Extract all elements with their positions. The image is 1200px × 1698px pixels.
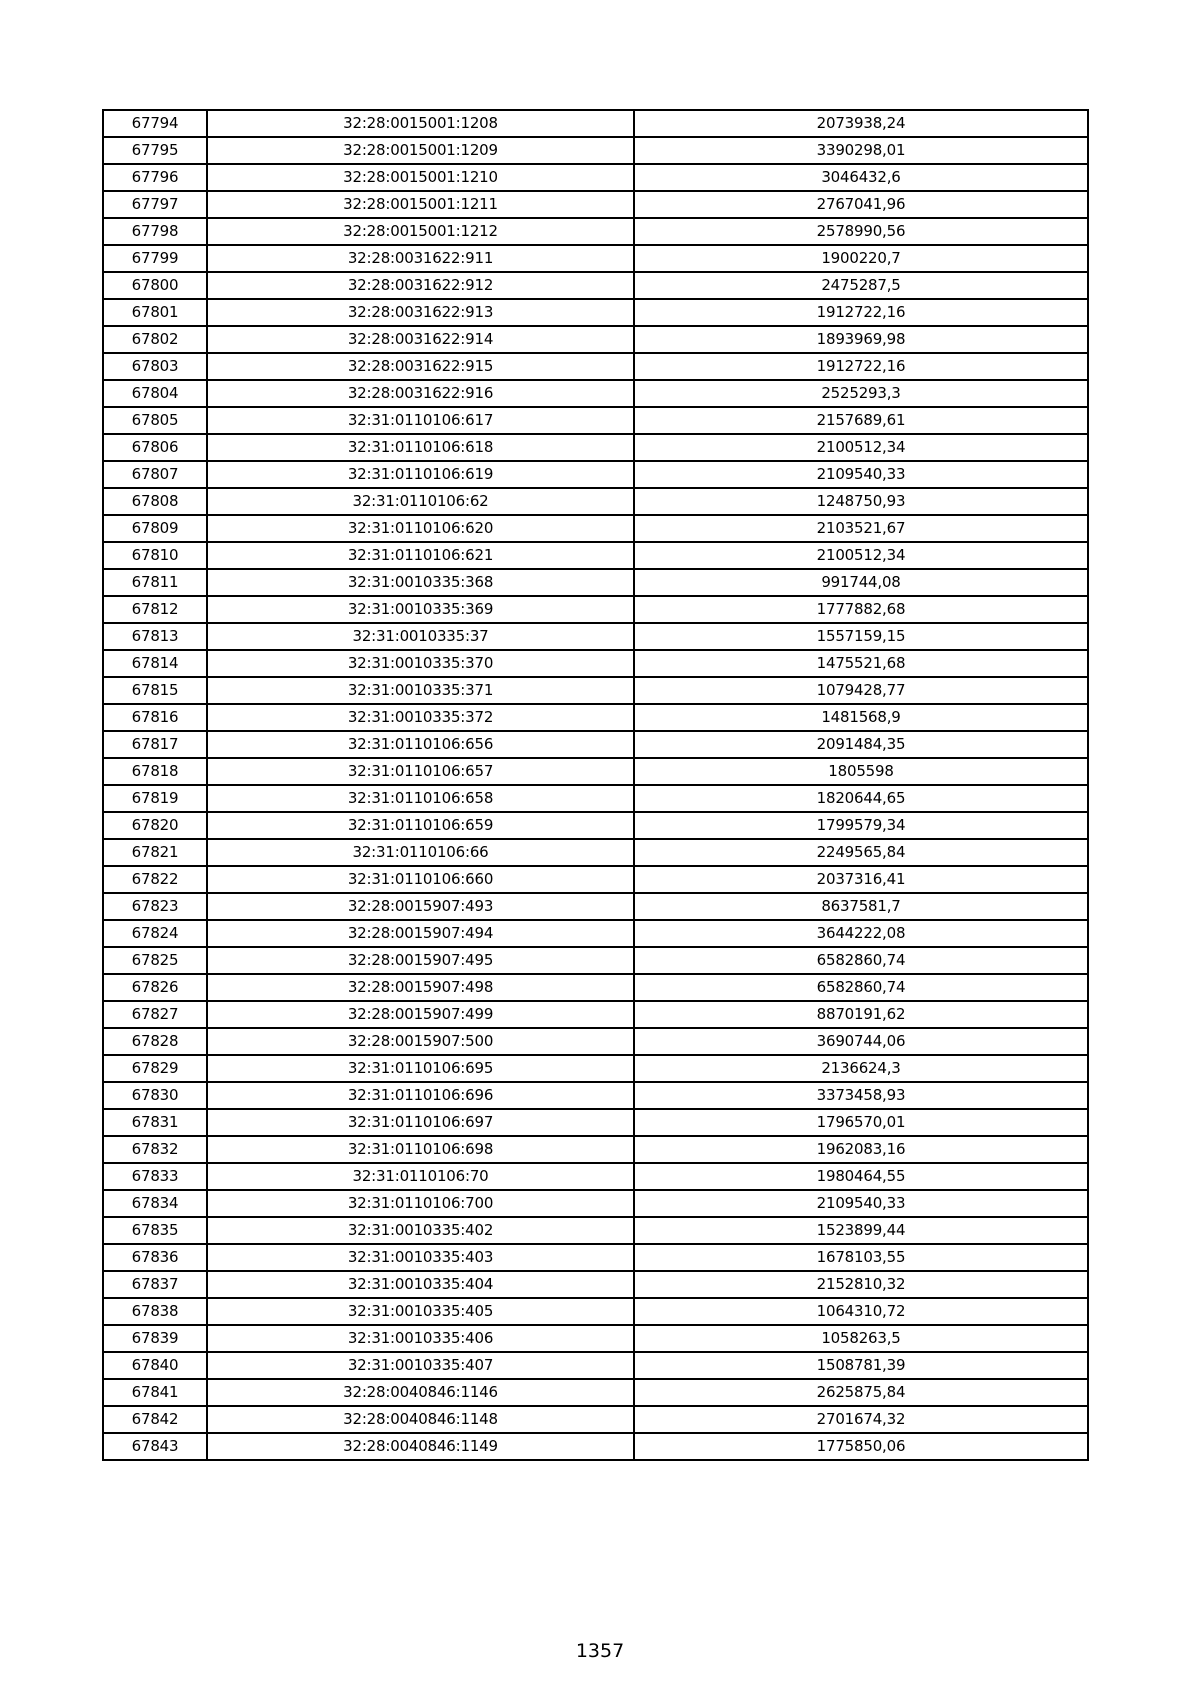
- row-number-cell: 67811: [103, 569, 207, 596]
- table-row: [103, 947, 1088, 974]
- row-number-cell: 67802: [103, 326, 207, 353]
- row-number-cell: 67835: [103, 1217, 207, 1244]
- cadastral-number-cell: 32:31:0010335:403: [207, 1244, 634, 1271]
- table-row: [103, 1271, 1088, 1298]
- cadastral-value-cell: 2249565,84: [634, 839, 1088, 866]
- cadastral-number-cell: 32:31:0010335:404: [207, 1271, 634, 1298]
- row-number-cell: 67843: [103, 1433, 207, 1460]
- cadastral-value-cell: 1962083,16: [634, 1136, 1088, 1163]
- row-number-cell: 67805: [103, 407, 207, 434]
- cadastral-number-cell: 32:28:0031622:913: [207, 299, 634, 326]
- cadastral-value-cell: 1557159,15: [634, 623, 1088, 650]
- cadastral-value-cell: 1058263,5: [634, 1325, 1088, 1352]
- cadastral-number-cell: 32:31:0010335:370: [207, 650, 634, 677]
- table-row: [103, 1136, 1088, 1163]
- row-number-cell: 67810: [103, 542, 207, 569]
- row-number-cell: 67841: [103, 1379, 207, 1406]
- row-number-cell: 67821: [103, 839, 207, 866]
- table-row: [103, 1028, 1088, 1055]
- table-row: [103, 1055, 1088, 1082]
- table-row: [103, 1352, 1088, 1379]
- cadastral-value-cell: 1475521,68: [634, 650, 1088, 677]
- cadastral-number-cell: 32:28:0031622:911: [207, 245, 634, 272]
- table-row: [103, 704, 1088, 731]
- table-row: [103, 1217, 1088, 1244]
- cadastral-number-cell: 32:31:0110106:695: [207, 1055, 634, 1082]
- table-row: [103, 164, 1088, 191]
- cadastral-number-cell: 32:28:0015907:494: [207, 920, 634, 947]
- cadastral-value-cell: 3690744,06: [634, 1028, 1088, 1055]
- row-number-cell: 67833: [103, 1163, 207, 1190]
- table-row: [103, 839, 1088, 866]
- cadastral-number-cell: 32:28:0015907:493: [207, 893, 634, 920]
- cadastral-value-cell: 2037316,41: [634, 866, 1088, 893]
- cadastral-value-cell: 1064310,72: [634, 1298, 1088, 1325]
- cadastral-value-cell: 1912722,16: [634, 353, 1088, 380]
- row-number-cell: 67809: [103, 515, 207, 542]
- cadastral-value-cell: 1805598: [634, 758, 1088, 785]
- table-row: [103, 488, 1088, 515]
- row-number-cell: 67837: [103, 1271, 207, 1298]
- cadastral-number-cell: 32:28:0031622:914: [207, 326, 634, 353]
- table-row: [103, 137, 1088, 164]
- row-number-cell: 67819: [103, 785, 207, 812]
- table-row: [103, 623, 1088, 650]
- cadastral-value-cell: 1820644,65: [634, 785, 1088, 812]
- table-row: [103, 218, 1088, 245]
- table-row: [103, 1190, 1088, 1217]
- row-number-cell: 67794: [103, 110, 207, 137]
- cadastral-value-cell: 2073938,24: [634, 110, 1088, 137]
- row-number-cell: 67838: [103, 1298, 207, 1325]
- table-row: [103, 731, 1088, 758]
- cadastral-number-cell: 32:31:0010335:37: [207, 623, 634, 650]
- table-row: [103, 110, 1088, 137]
- table-row: [103, 380, 1088, 407]
- row-number-cell: 67826: [103, 974, 207, 1001]
- cadastral-number-cell: 32:31:0110106:697: [207, 1109, 634, 1136]
- cadastral-value-cell: 2525293,3: [634, 380, 1088, 407]
- row-number-cell: 67803: [103, 353, 207, 380]
- cadastral-number-cell: 32:31:0010335:406: [207, 1325, 634, 1352]
- row-number-cell: 67806: [103, 434, 207, 461]
- cadastral-number-cell: 32:31:0110106:660: [207, 866, 634, 893]
- table-row: [103, 245, 1088, 272]
- cadastral-number-cell: 32:31:0110106:698: [207, 1136, 634, 1163]
- table-row: [103, 407, 1088, 434]
- row-number-cell: 67824: [103, 920, 207, 947]
- table-row: [103, 191, 1088, 218]
- table-row: [103, 515, 1088, 542]
- row-number-cell: 67801: [103, 299, 207, 326]
- table-row: [103, 299, 1088, 326]
- cadastral-value-cell: 1508781,39: [634, 1352, 1088, 1379]
- row-number-cell: 67815: [103, 677, 207, 704]
- cadastral-value-cell: 1481568,9: [634, 704, 1088, 731]
- cadastral-value-cell: 1912722,16: [634, 299, 1088, 326]
- cadastral-value-cell: 2109540,33: [634, 461, 1088, 488]
- cadastral-number-cell: 32:28:0031622:912: [207, 272, 634, 299]
- row-number-cell: 67804: [103, 380, 207, 407]
- cadastral-value-cell: 2100512,34: [634, 434, 1088, 461]
- table-row: [103, 758, 1088, 785]
- cadastral-number-cell: 32:31:0010335:402: [207, 1217, 634, 1244]
- row-number-cell: 67798: [103, 218, 207, 245]
- cadastral-value-cell: 1900220,7: [634, 245, 1088, 272]
- cadastral-value-cell: 1775850,06: [634, 1433, 1088, 1460]
- row-number-cell: 67808: [103, 488, 207, 515]
- cadastral-value-cell: 1523899,44: [634, 1217, 1088, 1244]
- page-number: 1357: [575, 1640, 625, 1662]
- table-row: [103, 434, 1088, 461]
- cadastral-number-cell: 32:31:0110106:620: [207, 515, 634, 542]
- cadastral-value-cell: 8637581,7: [634, 893, 1088, 920]
- cadastral-value-cell: 3390298,01: [634, 137, 1088, 164]
- row-number-cell: 67840: [103, 1352, 207, 1379]
- row-number-cell: 67812: [103, 596, 207, 623]
- row-number-cell: 67827: [103, 1001, 207, 1028]
- cadastral-value-cell: 3046432,6: [634, 164, 1088, 191]
- cadastral-value-table: [102, 109, 1089, 1461]
- cadastral-number-cell: 32:31:0010335:372: [207, 704, 634, 731]
- cadastral-number-cell: 32:31:0110106:62: [207, 488, 634, 515]
- table-row: [103, 785, 1088, 812]
- cadastral-number-cell: 32:28:0031622:916: [207, 380, 634, 407]
- cadastral-number-cell: 32:31:0110106:658: [207, 785, 634, 812]
- cadastral-number-cell: 32:28:0015001:1211: [207, 191, 634, 218]
- row-number-cell: 67818: [103, 758, 207, 785]
- row-number-cell: 67817: [103, 731, 207, 758]
- cadastral-value-cell: 6582860,74: [634, 974, 1088, 1001]
- cadastral-number-cell: 32:31:0010335:407: [207, 1352, 634, 1379]
- cadastral-number-cell: 32:28:0015001:1212: [207, 218, 634, 245]
- cadastral-value-cell: 2091484,35: [634, 731, 1088, 758]
- cadastral-number-cell: 32:28:0040846:1148: [207, 1406, 634, 1433]
- row-number-cell: 67839: [103, 1325, 207, 1352]
- cadastral-number-cell: 32:31:0110106:618: [207, 434, 634, 461]
- cadastral-value-cell: 1796570,01: [634, 1109, 1088, 1136]
- row-number-cell: 67797: [103, 191, 207, 218]
- cadastral-number-cell: 32:31:0110106:617: [207, 407, 634, 434]
- cadastral-value-cell: 1678103,55: [634, 1244, 1088, 1271]
- row-number-cell: 67832: [103, 1136, 207, 1163]
- row-number-cell: 67814: [103, 650, 207, 677]
- row-number-cell: 67829: [103, 1055, 207, 1082]
- table-row: [103, 1244, 1088, 1271]
- cadastral-number-cell: 32:31:0010335:405: [207, 1298, 634, 1325]
- cadastral-value-cell: 8870191,62: [634, 1001, 1088, 1028]
- cadastral-number-cell: 32:28:0015907:498: [207, 974, 634, 1001]
- table-row: [103, 1325, 1088, 1352]
- row-number-cell: 67836: [103, 1244, 207, 1271]
- cadastral-value-cell: 1079428,77: [634, 677, 1088, 704]
- row-number-cell: 67795: [103, 137, 207, 164]
- cadastral-number-cell: 32:28:0015001:1209: [207, 137, 634, 164]
- row-number-cell: 67796: [103, 164, 207, 191]
- cadastral-number-cell: 32:31:0110106:70: [207, 1163, 634, 1190]
- cadastral-number-cell: 32:31:0110106:696: [207, 1082, 634, 1109]
- table-row: [103, 1379, 1088, 1406]
- row-number-cell: 67834: [103, 1190, 207, 1217]
- row-number-cell: 67820: [103, 812, 207, 839]
- cadastral-value-cell: 2475287,5: [634, 272, 1088, 299]
- table-row: [103, 272, 1088, 299]
- table-row: [103, 569, 1088, 596]
- cadastral-number-cell: 32:31:0110106:619: [207, 461, 634, 488]
- row-number-cell: 67816: [103, 704, 207, 731]
- cadastral-value-cell: 2157689,61: [634, 407, 1088, 434]
- cadastral-value-cell: 2701674,32: [634, 1406, 1088, 1433]
- cadastral-value-cell: 3644222,08: [634, 920, 1088, 947]
- cadastral-number-cell: 32:28:0031622:915: [207, 353, 634, 380]
- cadastral-value-cell: 2625875,84: [634, 1379, 1088, 1406]
- cadastral-value-cell: 2136624,3: [634, 1055, 1088, 1082]
- cadastral-number-cell: 32:31:0010335:369: [207, 596, 634, 623]
- row-number-cell: 67822: [103, 866, 207, 893]
- cadastral-value-cell: 2767041,96: [634, 191, 1088, 218]
- cadastral-number-cell: 32:28:0015001:1210: [207, 164, 634, 191]
- table-row: [103, 974, 1088, 1001]
- cadastral-value-cell: 991744,08: [634, 569, 1088, 596]
- table-row: [103, 1406, 1088, 1433]
- table-row: [103, 677, 1088, 704]
- cadastral-value-cell: 2152810,32: [634, 1271, 1088, 1298]
- row-number-cell: 67800: [103, 272, 207, 299]
- cadastral-number-cell: 32:28:0015001:1208: [207, 110, 634, 137]
- cadastral-value-cell: 2103521,67: [634, 515, 1088, 542]
- cadastral-number-cell: 32:31:0110106:66: [207, 839, 634, 866]
- table-row: [103, 353, 1088, 380]
- row-number-cell: 67813: [103, 623, 207, 650]
- table-row: [103, 542, 1088, 569]
- table-row: [103, 326, 1088, 353]
- cadastral-number-cell: 32:28:0015907:499: [207, 1001, 634, 1028]
- cadastral-number-cell: 32:28:0015907:495: [207, 947, 634, 974]
- cadastral-number-cell: 32:31:0110106:657: [207, 758, 634, 785]
- row-number-cell: 67842: [103, 1406, 207, 1433]
- row-number-cell: 67823: [103, 893, 207, 920]
- cadastral-value-cell: 3373458,93: [634, 1082, 1088, 1109]
- cadastral-number-cell: 32:31:0010335:371: [207, 677, 634, 704]
- table-row: [103, 812, 1088, 839]
- cadastral-number-cell: 32:28:0040846:1146: [207, 1379, 634, 1406]
- cadastral-number-cell: 32:31:0010335:368: [207, 569, 634, 596]
- cadastral-value-cell: 1893969,98: [634, 326, 1088, 353]
- cadastral-value-cell: 1248750,93: [634, 488, 1088, 515]
- row-number-cell: 67830: [103, 1082, 207, 1109]
- cadastral-value-cell: 2109540,33: [634, 1190, 1088, 1217]
- table-row: [103, 1001, 1088, 1028]
- table-row: [103, 1433, 1088, 1460]
- table-row: [103, 920, 1088, 947]
- table-row: [103, 1109, 1088, 1136]
- cadastral-number-cell: 32:31:0110106:621: [207, 542, 634, 569]
- table-row: [103, 1298, 1088, 1325]
- table-row: [103, 461, 1088, 488]
- row-number-cell: 67799: [103, 245, 207, 272]
- table-row: [103, 866, 1088, 893]
- table-body: [103, 110, 1088, 1460]
- row-number-cell: 67825: [103, 947, 207, 974]
- cadastral-number-cell: 32:31:0110106:700: [207, 1190, 634, 1217]
- cadastral-value-cell: 1799579,34: [634, 812, 1088, 839]
- cadastral-number-cell: 32:31:0110106:656: [207, 731, 634, 758]
- cadastral-value-cell: 2100512,34: [634, 542, 1088, 569]
- cadastral-number-cell: 32:28:0015907:500: [207, 1028, 634, 1055]
- table-row: [103, 1163, 1088, 1190]
- row-number-cell: 67828: [103, 1028, 207, 1055]
- cadastral-number-cell: 32:31:0110106:659: [207, 812, 634, 839]
- row-number-cell: 67807: [103, 461, 207, 488]
- cadastral-value-cell: 2578990,56: [634, 218, 1088, 245]
- table-row: [103, 893, 1088, 920]
- table-row: [103, 596, 1088, 623]
- cadastral-number-cell: 32:28:0040846:1149: [207, 1433, 634, 1460]
- table-row: [103, 650, 1088, 677]
- cadastral-value-cell: 1980464,55: [634, 1163, 1088, 1190]
- row-number-cell: 67831: [103, 1109, 207, 1136]
- cadastral-value-cell: 6582860,74: [634, 947, 1088, 974]
- table-row: [103, 1082, 1088, 1109]
- cadastral-value-cell: 1777882,68: [634, 596, 1088, 623]
